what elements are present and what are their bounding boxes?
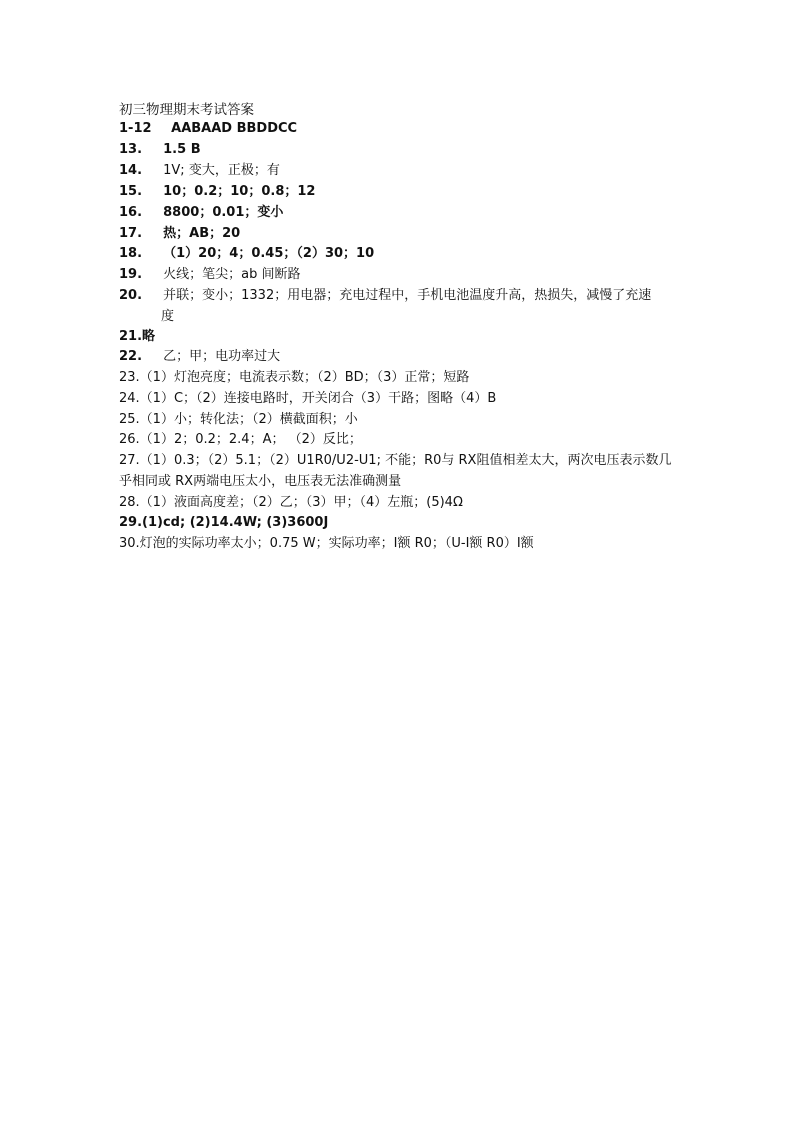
answer-line-20-continued — [161, 309, 174, 325]
answer-line-24 — [119, 391, 496, 407]
answer-line-1-12 — [119, 121, 297, 137]
answer-line-21 — [119, 329, 155, 345]
answer-text: 8800；0.01；变小 — [163, 205, 284, 220]
answer-line-25 — [119, 412, 358, 428]
answer-text: 23.（1）灯泡亮度；电流表示数；（2）BD；（3）正常；短路 — [119, 370, 470, 385]
answer-line-22 — [119, 349, 280, 365]
answer-text: 25.（1）小；转化法；（2）横截面积；小 — [119, 412, 358, 427]
question-number: 16. — [119, 205, 143, 220]
answer-line-14 — [119, 163, 280, 179]
answer-text: 30.灯泡的实际功率太小；0.75 W；实际功率；I额 R0；（U-I额 R0）I额 — [119, 536, 534, 551]
question-number: 18. — [119, 246, 143, 261]
question-number: 15. — [119, 184, 143, 199]
answer-text: 21.略 — [119, 329, 156, 344]
answer-text: 29.(1)cd; (2)14.4W; (3)3600J — [119, 515, 329, 530]
answer-line-15 — [119, 184, 315, 200]
answer-text: AABAAD BBDDCC — [171, 121, 298, 136]
answer-line-13 — [119, 142, 201, 158]
answer-line-19 — [119, 267, 301, 283]
question-number: 20. — [119, 288, 143, 303]
answer-line-16 — [119, 205, 283, 221]
answer-text: 度 — [161, 309, 175, 324]
question-number: 13. — [119, 142, 143, 157]
answer-text: 26.（1）2；0.2；2.4；A； （2）反比； — [119, 432, 362, 447]
answer-text: 热；AB；20 — [163, 226, 241, 241]
answer-line-23 — [119, 370, 469, 386]
answer-line-28 — [119, 495, 463, 511]
answer-text: 并联；变小；1332；用电器；充电过程中，手机电池温度升高，热损失，减慢了充速 — [163, 288, 652, 303]
answer-text: 28.（1）液面高度差；（2）乙；（3）甲；（4）左瓶；(5)4Ω — [119, 495, 463, 510]
answer-text: （1）20；4；0.45；（2）30；10 — [163, 246, 375, 261]
question-number: 14. — [119, 163, 143, 178]
answer-text: 1V; 变大，正极；有 — [163, 163, 280, 178]
answer-text: 10；0.2；10；0.8；12 — [163, 184, 316, 199]
answer-line-18 — [119, 246, 374, 262]
answer-line-29 — [119, 515, 328, 531]
answer-text: 1.5 B — [163, 142, 201, 157]
question-number: 17. — [119, 226, 143, 241]
answer-line-27 — [119, 453, 671, 469]
answer-text: 乙；甲；电功率过大 — [163, 349, 281, 364]
question-number: 1-12 — [119, 121, 152, 136]
answer-line-26 — [119, 432, 362, 448]
answer-text: 乎相同或 RX两端电压太小，电压表无法准确测量 — [119, 474, 402, 489]
answer-line-20 — [119, 288, 651, 304]
answer-text: 火线；笔尖；ab 间断路 — [163, 267, 301, 282]
question-number: 22. — [119, 349, 143, 364]
question-number: 19. — [119, 267, 143, 282]
answer-line-27-continued — [119, 474, 401, 490]
answer-line-30 — [119, 536, 534, 552]
answer-line-17 — [119, 226, 240, 242]
answer-text: 27.（1）0.3；（2）5.1；（2）U1R0/U2-U1; 不能；R0与 RX阻值相差太大，两次电压表示数几 — [119, 453, 672, 468]
answer-text: 24.（1）C；（2）连接电路时，开关闭合（3）干路；图略（4）B — [119, 391, 497, 406]
document-title: 初三物理期末考试答案 — [119, 102, 254, 118]
